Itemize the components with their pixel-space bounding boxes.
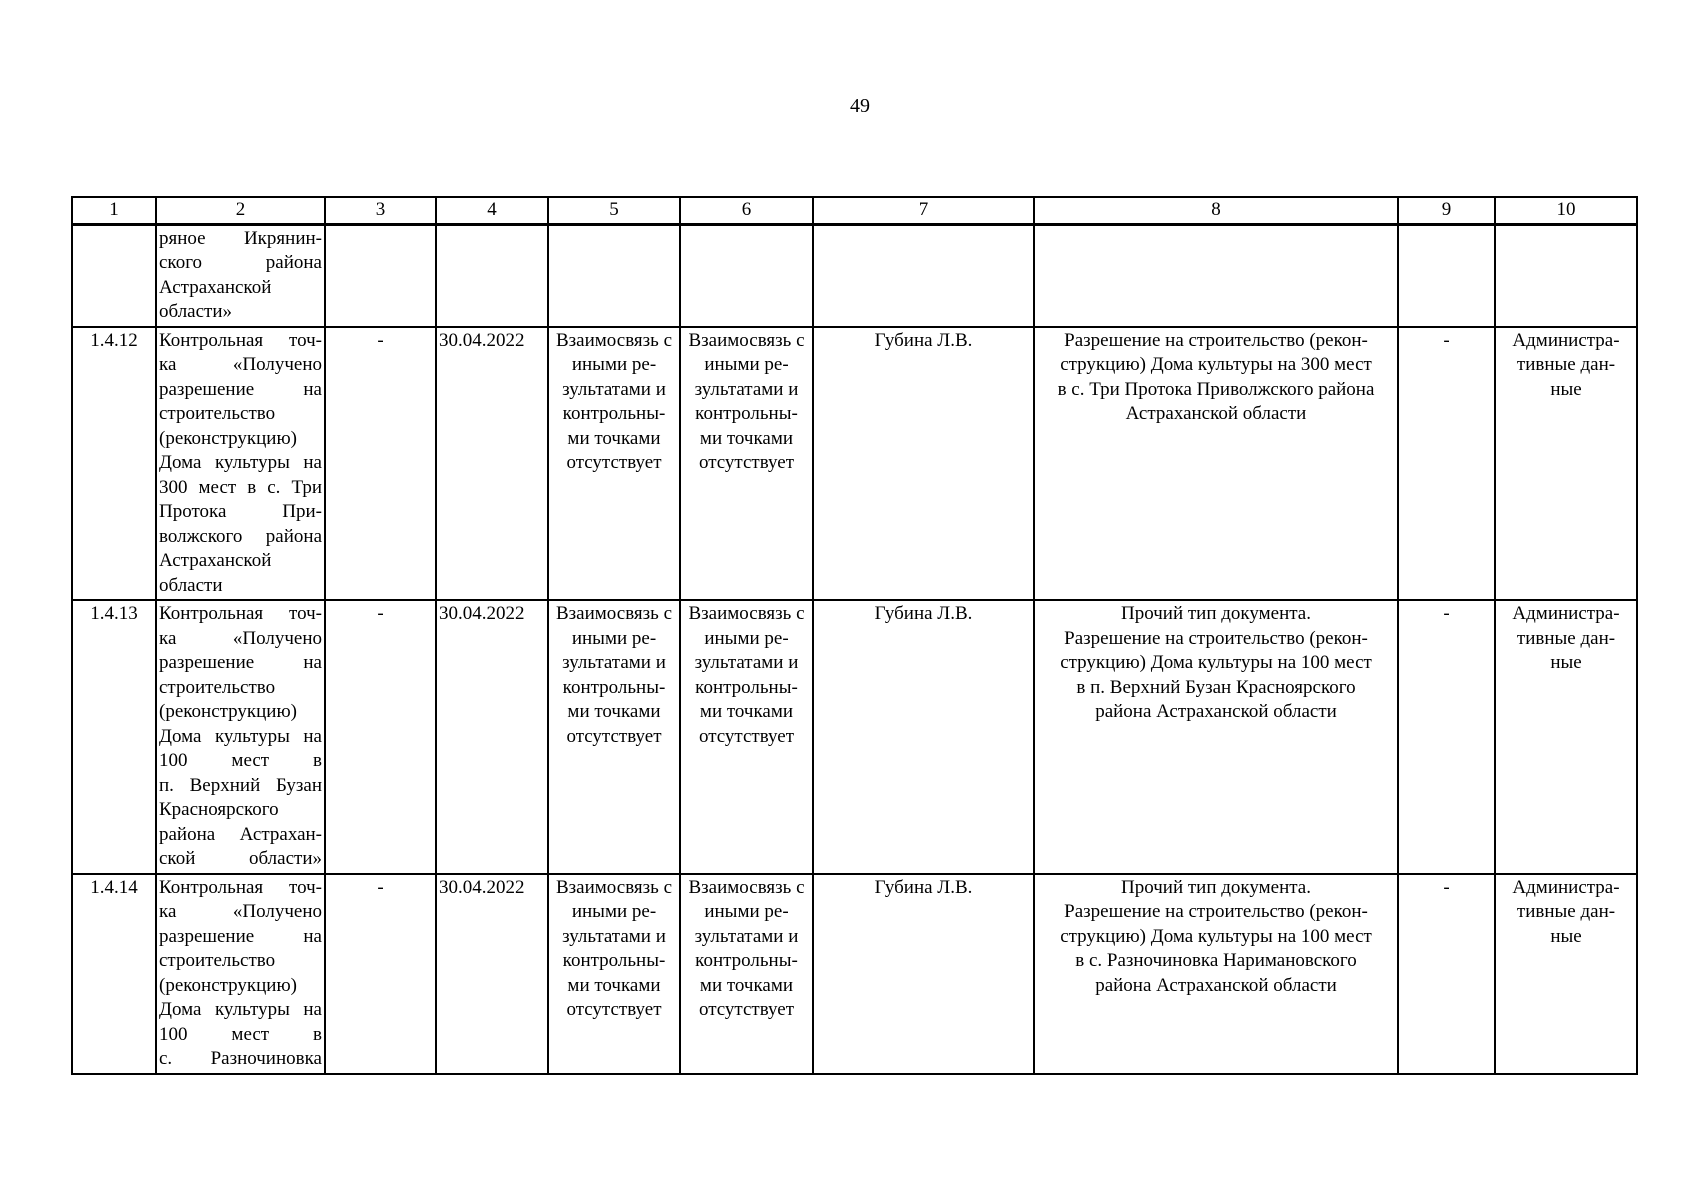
- text-line: Контрольная точ-: [159, 329, 322, 351]
- text-line: отсутствует: [698, 999, 795, 1020]
- text-line: разрешение на: [159, 652, 322, 673]
- text-line: Дома культуры на: [159, 452, 322, 473]
- text-line: отсутствует: [566, 999, 662, 1020]
- cell-col10: [1495, 327, 1637, 601]
- text-line: иными ре-: [704, 354, 789, 375]
- text-line: ского района: [159, 252, 322, 273]
- text-line: (реконструкцию): [159, 427, 298, 449]
- cell-document: [1034, 327, 1398, 601]
- cell-responsible: [813, 224, 1034, 327]
- cell-col10: [1495, 600, 1637, 874]
- cell-responsible: Губина Л.В.: [813, 600, 1034, 874]
- text-line: строительство: [159, 950, 276, 971]
- cell-col5: [548, 874, 680, 1074]
- cell-date: 30.04.2022: [436, 874, 548, 1074]
- text-line: ми точками: [567, 701, 661, 722]
- text-line: Астраханской области: [1125, 403, 1307, 424]
- text-line: ми точками: [699, 701, 794, 722]
- column-header-7: 7: [813, 197, 1034, 224]
- cell-num: 1.4.12: [72, 327, 156, 601]
- text-line: Администра-: [1512, 329, 1620, 351]
- cell-document: [1034, 600, 1398, 874]
- text-line: иными ре-: [704, 901, 789, 922]
- table-row: [72, 327, 1637, 601]
- column-header-3: 3: [325, 197, 436, 224]
- text-line: (реконструкцию): [159, 974, 298, 996]
- text-line: отсутствует: [698, 725, 795, 747]
- cell-responsible: Губина Л.В.: [813, 874, 1034, 1074]
- text-line: иными ре-: [571, 627, 657, 649]
- cell-col3: -: [325, 600, 436, 874]
- text-line: Прочий тип документа.: [1121, 603, 1311, 624]
- text-line: ка «Получено: [159, 354, 322, 375]
- column-header-4: 4: [436, 197, 548, 224]
- text-line: Астраханской: [159, 550, 272, 571]
- cell-col10: [1495, 224, 1637, 327]
- text-line: ми точками: [567, 427, 661, 449]
- text-line: ка «Получено: [159, 627, 322, 649]
- cell-col6: [680, 600, 813, 874]
- continuation-row: [72, 224, 1637, 327]
- cell-num: [72, 224, 156, 327]
- text-line: ряное Икрянин-: [159, 227, 322, 249]
- text-line: Дома культуры на: [159, 999, 322, 1020]
- cell-date: 30.04.2022: [436, 600, 548, 874]
- text-line: разрешение на: [159, 925, 322, 947]
- column-header-1: 1: [72, 197, 156, 224]
- text-line: ми точками: [567, 974, 661, 996]
- text-line: иными ре-: [571, 901, 657, 922]
- text-line: Взаимосвязь с: [688, 603, 805, 624]
- text-line: строительство: [159, 676, 276, 698]
- text-line: отсутствует: [566, 452, 662, 473]
- table-row: [72, 600, 1637, 874]
- column-header-2: 2: [156, 197, 325, 224]
- text-line: Астраханской: [159, 276, 272, 298]
- text-line: с. Разночиновка: [159, 1048, 322, 1069]
- text-line: Взаимосвязь с: [555, 603, 673, 624]
- text-line: струкцию) Дома культуры на 100 мест: [1060, 652, 1372, 673]
- text-line: контрольны-: [695, 950, 798, 971]
- table-row: [72, 874, 1637, 1074]
- text-line: 100 мест в: [159, 1023, 322, 1045]
- text-line: зультатами и: [694, 378, 799, 400]
- cell-num: 1.4.13: [72, 600, 156, 874]
- text-line: струкцию) Дома культуры на 100 мест: [1060, 925, 1372, 947]
- column-header-5: 5: [548, 197, 680, 224]
- text-line: области»: [159, 301, 233, 322]
- cell-name: [156, 874, 325, 1074]
- text-line: контрольны-: [695, 403, 798, 424]
- text-line: тивные дан-: [1516, 627, 1616, 649]
- text-line: в с. Три Протока Приволжского района: [1057, 378, 1375, 400]
- cell-col9: -: [1398, 874, 1495, 1074]
- column-header-8: 8: [1034, 197, 1398, 224]
- text-line: Взаимосвязь с: [555, 876, 673, 898]
- text-line: Контрольная точ-: [159, 876, 322, 898]
- column-header-9: 9: [1398, 197, 1495, 224]
- text-line: строительство: [159, 403, 276, 424]
- cell-name: [156, 600, 325, 874]
- text-line: Дома культуры на: [159, 725, 322, 747]
- cell-col3: -: [325, 327, 436, 601]
- text-line: тивные дан-: [1516, 354, 1616, 375]
- text-line: струкцию) Дома культуры на 300 мест: [1060, 354, 1372, 375]
- text-line: в п. Верхний Бузан Красноярского: [1076, 676, 1356, 698]
- text-line: Взаимосвязь с: [688, 876, 805, 898]
- text-line: ные: [1550, 925, 1582, 947]
- text-line: зультатами и: [562, 378, 666, 400]
- text-line: ные: [1550, 378, 1582, 400]
- text-line: ные: [1550, 652, 1582, 673]
- text-line: ской области»: [159, 848, 322, 869]
- cell-col5: [548, 327, 680, 601]
- text-line: зультатами и: [694, 925, 799, 947]
- column-header-6: 6: [680, 197, 813, 224]
- text-line: в с. Разночиновка Наримановского: [1075, 950, 1357, 971]
- text-line: Администра-: [1512, 876, 1620, 898]
- text-line: 100 мест в: [159, 750, 322, 771]
- column-number-row: [72, 197, 1637, 224]
- control-points-table: [71, 196, 1638, 1075]
- text-line: Красноярского: [159, 799, 279, 820]
- cell-name: [156, 327, 325, 601]
- text-line: ми точками: [699, 974, 794, 996]
- text-line: 300 мест в с. Три: [159, 476, 322, 498]
- text-line: иными ре-: [571, 354, 657, 375]
- text-line: района Астраханской области: [1095, 701, 1337, 722]
- text-line: контрольны-: [695, 676, 798, 698]
- text-line: Разрешение на строительство (рекон-: [1064, 329, 1368, 351]
- text-line: отсутствует: [566, 725, 662, 747]
- page-number: 49: [850, 95, 870, 117]
- cell-num: 1.4.14: [72, 874, 156, 1074]
- text-line: Администра-: [1512, 603, 1620, 624]
- text-line: области: [159, 574, 223, 596]
- cell-date: 30.04.2022: [436, 327, 548, 601]
- text-line: ка «Получено: [159, 901, 322, 922]
- text-line: (реконструкцию): [159, 701, 298, 722]
- text-line: зультатами и: [562, 925, 666, 947]
- cell-name: [156, 224, 325, 327]
- text-line: Взаимосвязь с: [555, 329, 673, 351]
- text-line: ми точками: [699, 427, 794, 449]
- text-line: Взаимосвязь с: [688, 329, 805, 351]
- cell-col10: [1495, 874, 1637, 1074]
- column-header-10: 10: [1495, 197, 1637, 224]
- cell-col6: [680, 224, 813, 327]
- text-line: Прочий тип документа.: [1121, 876, 1311, 898]
- text-line: тивные дан-: [1516, 901, 1616, 922]
- text-line: контрольны-: [562, 950, 666, 971]
- cell-col9: [1398, 224, 1495, 327]
- text-line: п. Верхний Бузан: [159, 774, 322, 796]
- text-line: контрольны-: [562, 403, 666, 424]
- cell-col3: [325, 224, 436, 327]
- text-line: зультатами и: [694, 652, 799, 673]
- text-line: зультатами и: [562, 652, 666, 673]
- cell-col6: [680, 327, 813, 601]
- cell-responsible: Губина Л.В.: [813, 327, 1034, 601]
- cell-col9: -: [1398, 600, 1495, 874]
- text-line: района Астраханской области: [1095, 974, 1337, 996]
- text-line: Разрешение на строительство (рекон-: [1064, 627, 1368, 649]
- text-line: Разрешение на строительство (рекон-: [1064, 901, 1368, 922]
- cell-col5: [548, 224, 680, 327]
- text-line: разрешение на: [159, 378, 322, 400]
- text-line: района Астрахан-: [159, 823, 322, 845]
- cell-col5: [548, 600, 680, 874]
- text-line: контрольны-: [562, 676, 666, 698]
- text-line: отсутствует: [698, 452, 795, 473]
- cell-col6: [680, 874, 813, 1074]
- cell-col9: -: [1398, 327, 1495, 601]
- cell-date: [436, 224, 548, 327]
- text-line: Контрольная точ-: [159, 603, 322, 624]
- cell-col3: -: [325, 874, 436, 1074]
- cell-document: [1034, 874, 1398, 1074]
- text-line: Протока При-: [159, 501, 322, 522]
- text-line: иными ре-: [704, 627, 789, 649]
- text-line: волжского района: [159, 525, 322, 547]
- cell-document: [1034, 224, 1398, 327]
